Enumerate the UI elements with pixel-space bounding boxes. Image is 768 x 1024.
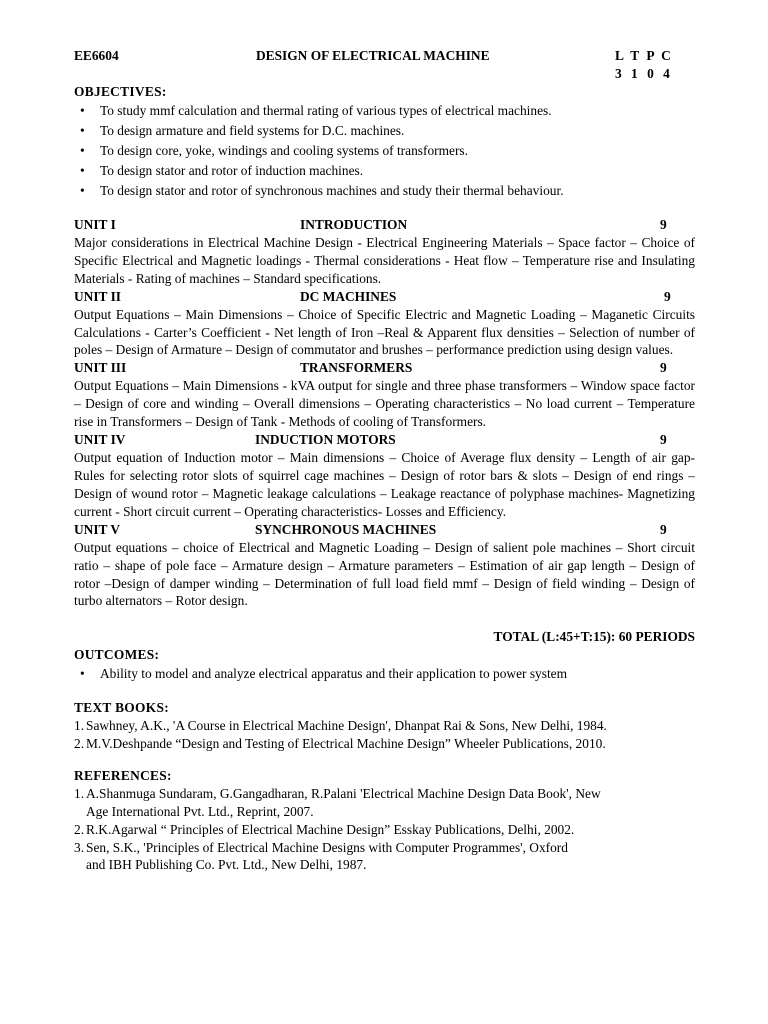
reference-line: Age International Pvt. Ltd., Reprint, 2007. — [86, 803, 314, 819]
bullet-icon: • — [80, 666, 85, 682]
course-header — [74, 47, 695, 65]
unit-header — [74, 431, 695, 449]
credits-value: 3 1 0 4 — [615, 66, 673, 81]
total-periods: TOTAL (L:45+T:15): 60 PERIODS — [493, 629, 695, 645]
outcomes-list — [74, 665, 695, 685]
spacer — [74, 685, 695, 699]
unit-title: SYNCHRONOUS MACHINES — [255, 521, 437, 537]
outcomes-heading: OUTCOMES: — [74, 647, 160, 663]
item-number: 3. — [74, 839, 85, 855]
text-book-citation: M.V.Deshpande “Design and Testing of Electrical Machine Design” Wheeler Publications, 2010. — [86, 736, 606, 752]
reference-item — [74, 785, 695, 821]
spacer — [74, 610, 695, 628]
unit-hours: 9 — [660, 432, 667, 448]
unit-label: UNIT I — [74, 216, 116, 232]
item-number: 2. — [74, 736, 85, 752]
unit-title: INTRODUCTION — [300, 216, 408, 232]
outcome-item — [74, 665, 695, 685]
text-books-list — [74, 717, 695, 753]
item-number: 1. — [74, 785, 85, 801]
unit-title: INDUCTION MOTORS — [255, 432, 396, 448]
objective-text: To design armature and field systems for D.C. machines. — [100, 122, 405, 138]
objective-item — [74, 122, 695, 142]
bullet-icon: • — [80, 142, 85, 158]
item-number: 1. — [74, 718, 85, 734]
reference-line: Sen, S.K., 'Principles of Electrical Machine Designs with Computer Programmes', Oxford — [86, 839, 568, 855]
item-number: 2. — [74, 821, 85, 837]
unit-hours: 9 — [660, 360, 667, 376]
bullet-icon: • — [80, 122, 85, 138]
bullet-icon: • — [80, 182, 85, 198]
unit-hours: 9 — [660, 216, 667, 232]
unit-label: UNIT V — [74, 521, 121, 537]
unit-label: UNIT II — [74, 288, 122, 304]
objective-text: To design stator and rotor of synchronous machines and study their thermal behaviour. — [100, 182, 564, 198]
unit-header — [74, 288, 695, 306]
unit-title: DC MACHINES — [300, 288, 397, 304]
text-books-heading: TEXT BOOKS: — [74, 700, 169, 716]
objective-text: To study mmf calculation and thermal rating of various types of electrical machines. — [100, 102, 552, 118]
credits-row — [74, 65, 695, 83]
objective-text: To design stator and rotor of induction machines. — [100, 162, 364, 178]
unit-description: Output equation of Induction motor – Main dimensions – Choice of Average flux density – Length of air gap- Rules for selecting rotor slots of squirrel cage machines – Design of rotor bars & slots – Design of end rings – Design of wound rotor – Magnetic leakage calculations – Leakage reactance of polyphase machines- Magnetizing current - Short circuit current – Operating characteristics- Losses and Efficiency. — [74, 450, 695, 519]
objectives-heading: OBJECTIVES: — [74, 84, 167, 99]
unit-header — [74, 521, 695, 539]
references-heading: REFERENCES: — [74, 767, 172, 783]
unit-label: UNIT IV — [74, 432, 126, 448]
objectives-list — [74, 102, 695, 202]
spacer — [74, 753, 695, 767]
objective-text: To design core, yoke, windings and cooling systems of transformers. — [100, 142, 468, 158]
unit-description: Output Equations – Main Dimensions - kVA output for single and three phase transformers – Window space factor – Design of core and winding – Overall dimensions – Operating characteristics – No load current – Temperature rise in Transformers – Design of Tank - Methods of cooling of Transformers. — [74, 378, 695, 430]
bullet-icon: • — [80, 162, 85, 178]
references-list — [74, 785, 695, 875]
course-title: DESIGN OF ELECTRICAL MACHINE — [256, 48, 490, 63]
outcome-text: Ability to model and analyze electrical apparatus and their application to power system — [100, 666, 568, 682]
unit-label: UNIT III — [74, 360, 127, 376]
unit-title: TRANSFORMERS — [300, 360, 413, 376]
reference-line: and IBH Publishing Co. Pvt. Ltd., New Delhi, 1987. — [86, 857, 367, 873]
objective-item — [74, 142, 695, 162]
reference-line: A.Shanmuga Sundaram, G.Gangadharan, R.Palani 'Electrical Machine Design Data Book', New — [86, 785, 601, 801]
unit-header — [74, 359, 695, 377]
unit-description: Major considerations in Electrical Machine Design - Electrical Engineering Materials – Space factor – Choice of Specific Electrical and Magnetic loadings - Thermal considerations - Heat flow – Temperature rise and Insulating Materials - Rating of machines – Standard specifications. — [74, 234, 695, 286]
objective-item — [74, 182, 695, 202]
reference-item — [74, 821, 695, 839]
syllabus-page — [74, 47, 695, 874]
text-book-item — [74, 717, 695, 735]
unit-hours: 9 — [664, 288, 671, 304]
objective-item — [74, 102, 695, 122]
text-book-item — [74, 735, 695, 753]
bullet-icon: • — [80, 102, 85, 118]
reference-item — [74, 839, 695, 875]
spacer — [74, 202, 695, 216]
unit-description: Output Equations – Main Dimensions – Choice of Specific Electric and Magnetic Loading – Maganetic Circuits Calculations - Carter’s Coefficient - Net length of Iron –Real & Apparent flux densities – Selection of number of poles – Design of Armature – Design of commutator and brushes – performance prediction using design values. — [74, 306, 695, 358]
unit-description: Output equations – choice of Electrical and Magnetic Loading – Design of salient pole machines – Short circuit ratio – shape of pole face – Armature design – Armature parameters – Estimation of air gap length – Design of rotor –Design of damper winding – Determination of full load field mmf – Design of field winding – Design of turbo alternators – Rotor design. — [74, 539, 695, 609]
unit-header — [74, 216, 695, 234]
course-code: EE6604 — [74, 48, 119, 63]
text-book-citation: Sawhney, A.K., 'A Course in Electrical Machine Design', Dhanpat Rai & Sons, New Delhi, 1984. — [86, 718, 607, 734]
objective-item — [74, 162, 695, 182]
reference-line: R.K.Agarwal “ Principles of Electrical Machine Design” Esskay Publications, Delhi, 2002. — [86, 821, 575, 837]
ltpc-label: L T P C — [615, 48, 673, 63]
unit-hours: 9 — [660, 521, 667, 537]
